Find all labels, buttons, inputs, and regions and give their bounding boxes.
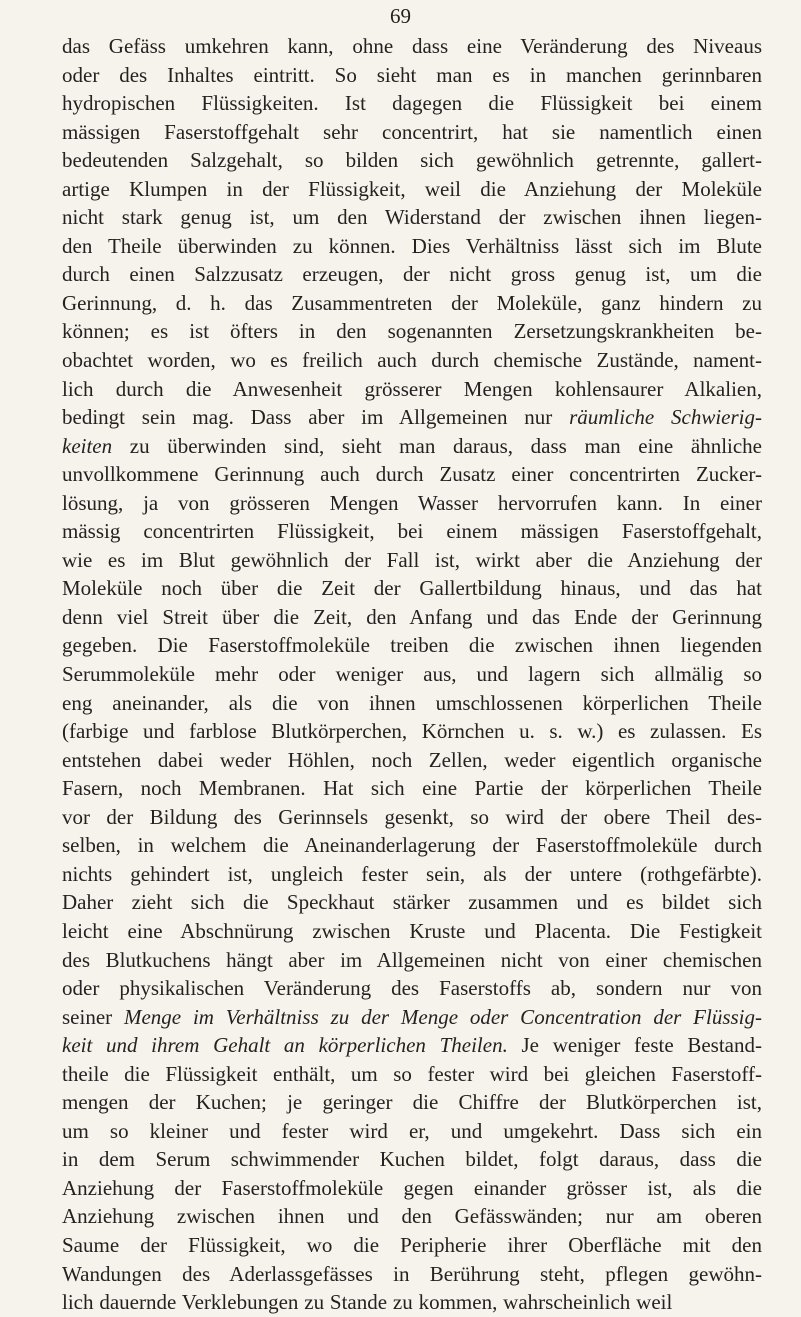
text-segment: seiner [62, 1004, 124, 1029]
emphasized-text: keiten [62, 433, 113, 458]
text-line [62, 1003, 762, 1032]
text-segment: wie es im Blut gewöhnlich der Fall ist, wirkt aber die Anziehung der [62, 547, 762, 572]
text-segment: vor der Bildung des Gerinnsels gesenkt, so wird der obere Theil des- [62, 804, 762, 829]
text-line [62, 888, 762, 917]
text-line [62, 432, 762, 461]
text-segment: Wandungen des Aderlassgefässes in Berührung steht, pflegen gewöhn- [62, 1261, 762, 1286]
text-segment: Gerinnung, d. h. das Zusammentreten der Moleküle, ganz hindern zu [62, 290, 762, 315]
text-line [62, 774, 762, 803]
text-segment: nicht stark genug ist, um den Widerstand der zwischen ihnen liegen- [62, 205, 762, 230]
text-segment: den Theile überwinden zu können. Dies Verhältniss lässt sich im Blute [62, 233, 762, 258]
text-line [62, 1231, 762, 1260]
text-segment: hydropischen Flüssigkeiten. Ist dagegen die Flüssigkeit bei einem [62, 91, 762, 116]
text-line [62, 803, 762, 832]
text-segment: eng aneinander, als die von ihnen umschlossenen körperlichen Theile [62, 690, 762, 715]
text-segment: mässigen Faserstoffgehalt sehr concentrirt, hat sie namentlich einen [62, 119, 762, 144]
text-line [62, 546, 762, 575]
text-line [62, 1145, 762, 1174]
text-line [62, 203, 762, 232]
text-segment: des Blutkuchens hängt aber im Allgemeinen nicht von einer chemischen [62, 947, 762, 972]
text-line [62, 603, 762, 632]
text-line [62, 1174, 762, 1203]
text-segment: lich durch die Anwesenheit grösserer Mengen kohlensaurer Alkalien, [62, 376, 762, 401]
text-segment: mengen der Kuchen; je geringer die Chiffre der Blutkörperchen ist, [62, 1090, 762, 1115]
text-line [62, 289, 762, 318]
text-line [62, 517, 762, 546]
text-line [62, 1117, 762, 1146]
text-line [62, 860, 762, 889]
text-segment: unvollkommene Gerinnung auch durch Zusatz einer concentrirten Zucker- [62, 462, 762, 487]
text-line [62, 89, 762, 118]
text-segment: Fasern, noch Membranen. Hat sich eine Partie der körperlichen Theile [62, 776, 762, 801]
text-line [62, 1288, 762, 1317]
text-line [62, 831, 762, 860]
text-line [62, 1031, 762, 1060]
text-segment: obachtet worden, wo es freilich auch durch chemische Zustände, nament- [62, 348, 762, 373]
text-line [62, 946, 762, 975]
text-segment: theile die Flüssigkeit enthält, um so fester wird bei gleichen Faserstoff- [62, 1061, 762, 1086]
text-segment: in dem Serum schwimmender Kuchen bildet, folgt daraus, dass die [62, 1147, 762, 1172]
text-segment: entstehen dabei weder Höhlen, noch Zellen, weder eigentlich organische [62, 747, 762, 772]
text-line [62, 660, 762, 689]
text-segment: lösung, ja von grösseren Mengen Wasser hervorrufen kann. In einer [62, 490, 762, 515]
text-segment: oder des Inhaltes eintritt. So sieht man es in manchen gerinnbaren [62, 62, 762, 87]
text-segment: leicht eine Abschnürung zwischen Kruste und Placenta. Die Festigkeit [62, 918, 762, 943]
text-segment: Moleküle noch über die Zeit der Gallertbildung hinaus, und das hat [62, 576, 762, 601]
text-segment: Saume der Flüssigkeit, wo die Peripherie ihrer Oberfläche mit den [62, 1232, 762, 1257]
text-segment: können; es ist öfters in den sogenannten Zersetzungskrankheiten be- [62, 319, 762, 344]
text-line [62, 375, 762, 404]
text-line [62, 1088, 762, 1117]
emphasized-text: Menge im Verhältniss zu der Menge oder Concentration der Flüssig- [123, 1004, 762, 1029]
text-segment: Anziehung der Faserstoffmoleküle gegen einander grösser ist, als die [62, 1175, 762, 1200]
text-segment: das Gefäss umkehren kann, ohne dass eine Veränderung des Niveaus [62, 34, 762, 58]
text-segment: artige Klumpen in der Flüssigkeit, weil die Anziehung der Moleküle [62, 176, 762, 201]
text-line [62, 175, 762, 204]
text-line [62, 574, 762, 603]
text-line [62, 1202, 762, 1231]
text-segment: um so kleiner und fester wird er, und umgekehrt. Dass sich ein [62, 1118, 762, 1143]
text-line [62, 232, 762, 261]
text-line [62, 689, 762, 718]
text-line [62, 1060, 762, 1089]
text-line [62, 403, 762, 432]
text-line [62, 746, 762, 775]
text-segment: durch einen Salzzusatz erzeugen, der nicht gross genug ist, um die [62, 262, 762, 287]
text-segment: Daher zieht sich die Speckhaut stärker zusammen und es bildet sich [62, 890, 762, 915]
text-line [62, 317, 762, 346]
text-line [62, 1260, 762, 1289]
body-text [62, 32, 762, 1317]
text-segment: selben, in welchem die Aneinanderlagerung der Faserstoffmoleküle durch [62, 833, 762, 858]
text-line [62, 260, 762, 289]
text-segment: (farbige und farblose Blutkörperchen, Körnchen u. s. w.) es zulassen. Es [62, 719, 762, 744]
text-line [62, 917, 762, 946]
text-segment: denn viel Streit über die Zeit, den Anfang und das Ende der Gerinnung [62, 604, 762, 629]
text-line [62, 346, 762, 375]
text-segment: zu überwinden sind, sieht man daraus, dass man eine ähnliche [112, 433, 762, 458]
emphasized-text: keit und ihrem Gehalt an körperlichen Theilen. [62, 1033, 508, 1058]
text-segment: Anziehung zwischen ihnen und den Gefässwänden; nur am oberen [62, 1204, 762, 1229]
text-line [62, 118, 762, 147]
text-segment: bedeutenden Salzgehalt, so bilden sich gewöhnlich getrennte, gallert- [62, 148, 762, 173]
text-segment: nichts gehindert ist, ungleich fester sein, als der untere (rothgefärbte). [62, 861, 762, 886]
text-line [62, 974, 762, 1003]
page-number: 69 [390, 4, 411, 28]
text-segment: gegeben. Die Faserstoffmoleküle treiben die zwischen ihnen liegenden [62, 633, 762, 658]
text-line [62, 489, 762, 518]
emphasized-text: räumliche Schwierig- [569, 405, 762, 430]
text-line [62, 32, 762, 61]
text-line [62, 61, 762, 90]
text-line [62, 631, 762, 660]
text-segment: lich dauernde Verklebungen zu Stande zu kommen, wahrscheinlich weil [62, 1290, 673, 1315]
text-line [62, 460, 762, 489]
text-segment: Serummoleküle mehr oder weniger aus, und lagern sich allmälig so [62, 662, 762, 687]
text-line [62, 717, 762, 746]
text-segment: oder physikalischen Veränderung des Faserstoffs ab, sondern nur von [62, 976, 762, 1001]
text-segment: Je weniger feste Bestand- [507, 1033, 762, 1058]
text-segment: mässig concentrirten Flüssigkeit, bei einem mässigen Faserstoffgehalt, [62, 519, 762, 544]
text-line [62, 146, 762, 175]
text-segment: bedingt sein mag. Dass aber im Allgemeinen nur [62, 405, 570, 430]
